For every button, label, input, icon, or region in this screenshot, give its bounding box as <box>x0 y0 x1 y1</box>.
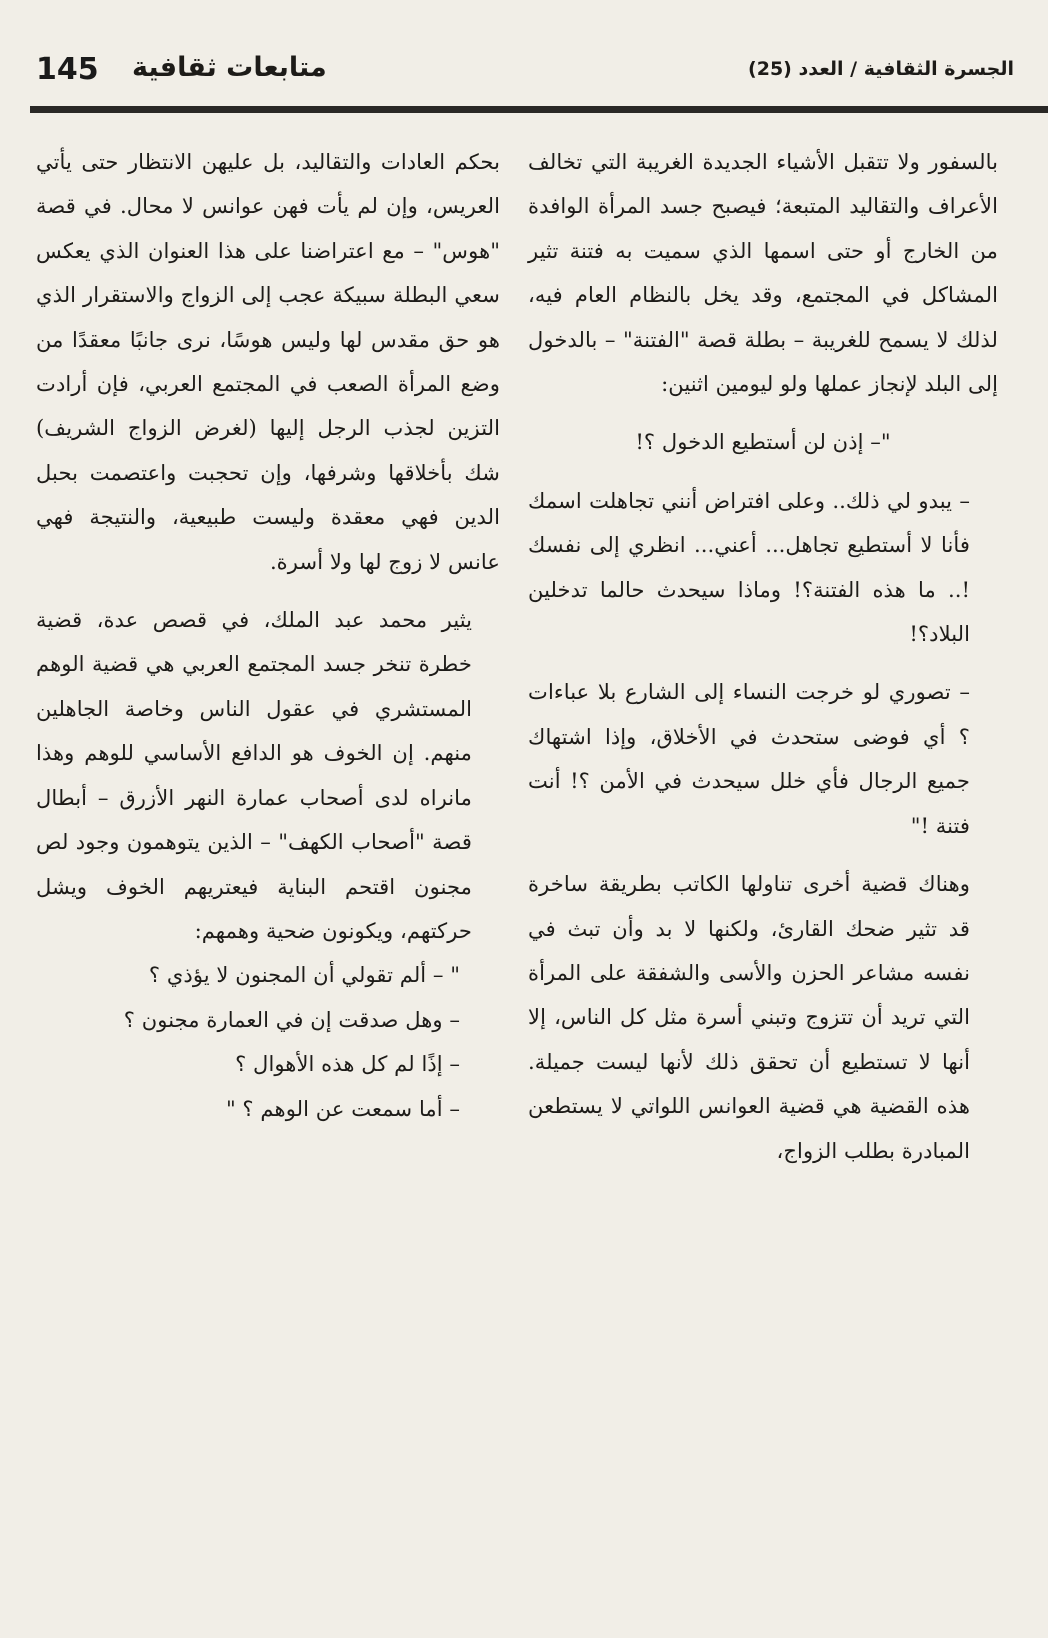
header-rule <box>30 106 1048 113</box>
paragraph: – تصوري لو خرجت النساء إلى الشارع بلا عباءات ؟ أي فوضى ستحدث في الأخلاق، وإذا اشتهاك جميع الرجال فأي خلل سيحدث في الأمن ؟! أنت فتنة !" <box>528 679 970 838</box>
journal-issue: الجسرة الثقافية / العدد (25) <box>748 58 1014 80</box>
page-number: 145 <box>36 52 99 87</box>
left-column <box>36 140 500 1131</box>
paragraph: يثير محمد عبد الملك، في قصص عدة، قضية خطرة تنخر جسد المجتمع العربي هي قضية الوهم المستشري في عقول الناس وخاصة الجاهلين منهم. إن الخوف هو الدافع الأساسي للوهم وهذا مانراه لدى أصحاب عمارة النهر الأزرق – أبطال قصة "أصحاب الكهف" – الذين يتوهمون وجود لص مجنون اقتحم البناية فيعتريهم الخوف ويشل حركتهم، ويكونون ضحية وهمهم: <box>36 607 472 943</box>
right-column <box>528 140 998 1173</box>
paragraph: بالسفور ولا تتقبل الأشياء الجديدة الغريبة التي تخالف الأعراف والتقاليد المتبعة؛ فيصبح جسد المرأة الوافدة من الخارج أو حتى اسمها الذي سميت به فتنة تثير المشاكل في المجتمع، وقد يخل بالنظام العام فيه، لذلك لا يسمح للغريبة – بطلة قصة "الفتنة" – بالدخول إلى البلد لإنجاز عملها ولو ليومين اثنين: <box>528 149 998 397</box>
paragraph: – يبدو لي ذلك.. وعلى افتراض أنني تجاهلت اسمك فأنا لا أستطيع تجاهل... أعني... انظري إلى نفسك !.. ما هذه الفتنة؟! وماذا سيحدث حالما تدخلين البلاد؟! <box>528 487 970 647</box>
page-header <box>0 0 1048 120</box>
quote-line: "– إذن لن أستطيع الدخول ؟! <box>635 429 891 455</box>
section-title: متابعات ثقافية <box>132 52 327 83</box>
paragraph: بحكم العادات والتقاليد، بل عليهن الانتظار حتى يأتي العريس، وإن لم يأت فهن عوانس لا محال. في قصة "هوس" – مع اعتراضنا على هذا العنوان الذي يعكس سعي البطلة سبيكة عجب إلى الزواج والاستقرار الذي هو حق مقدس لها وليس هوسًا، نرى جانبًا معقدًا من وضع المرأة الصعب في المجتمع العربي، فإن أرادت التزين لجذب الرجل إليها (لغرض الزواج الشريف) شك بأخلاقها وشرفها، وإن تحجبت واعتصمت بحبل الدين فهي معقدة وليست طبيعية، والنتيجة فهي عانس لا زوج لها ولا أسرة. <box>36 149 500 574</box>
paragraph: وهناك قضية أخرى تناولها الكاتب بطريقة ساخرة قد تثير ضحك القارئ، ولكنها لا بد وأن تبث في نفسه مشاعر الحزن والأسى والشفقة على المرأة التي تريد أن تتزوج وتبني أسرة مثل كل الناس، إلا أنها لا تستطيع أن تحقق ذلك لأنها ليست جميلة. هذه القضية هي قضية العوانس اللواتي لا يستطعن المبادرة بطلب الزواج، <box>528 871 970 1163</box>
quote-line: – إذًا لم كل هذه الأهوال ؟ <box>235 1051 460 1077</box>
quote-line: " – ألم تقولي أن المجنون لا يؤذي ؟ <box>148 962 460 988</box>
quote-line: – أما سمعت عن الوهم ؟ " <box>225 1095 460 1121</box>
quote-line: – وهل صدقت إن في العمارة مجنون ؟ <box>123 1006 460 1032</box>
